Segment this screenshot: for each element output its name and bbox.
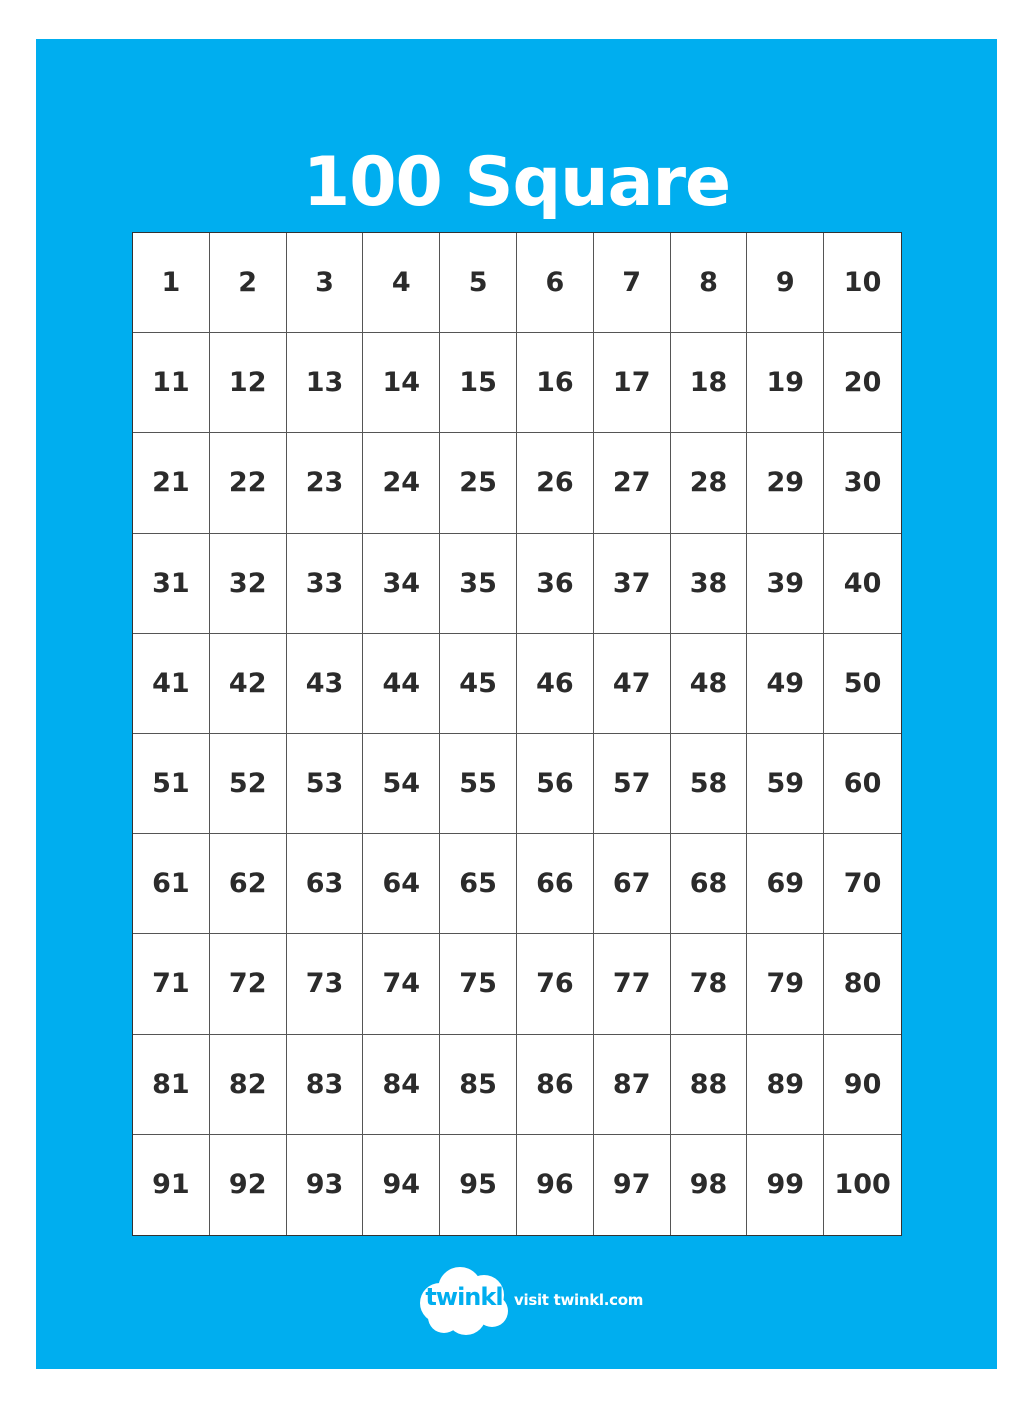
grid-cell: 46	[517, 634, 594, 734]
grid-cell: 100	[834, 1169, 891, 1201]
grid-cell: 84	[363, 1035, 440, 1135]
grid-cell: 59	[747, 734, 824, 834]
grid-cell: 14	[363, 333, 440, 433]
grid-cell: 51	[133, 734, 210, 834]
grid-cell: 82	[210, 1035, 287, 1135]
grid-cell: 2	[210, 233, 287, 333]
grid-cell: 49	[747, 634, 824, 734]
grid-cell: 62	[210, 834, 287, 934]
grid-cell: 39	[747, 534, 824, 634]
grid-cell: 91	[133, 1135, 210, 1235]
grid-cell: 34	[363, 534, 440, 634]
logo-text: twinkl	[425, 1283, 503, 1311]
grid-cell: 16	[517, 333, 594, 433]
grid-cell: 3	[287, 233, 364, 333]
grid-cell: 80	[824, 934, 901, 1034]
grid-cell: 43	[287, 634, 364, 734]
grid-cell: 68	[671, 834, 748, 934]
grid-cell: 95	[440, 1135, 517, 1235]
grid-cell: 53	[287, 734, 364, 834]
footer	[416, 1261, 643, 1341]
grid-cell: 69	[747, 834, 824, 934]
grid-cell: 7	[594, 233, 671, 333]
grid-cell: 19	[747, 333, 824, 433]
grid-cell: 35	[440, 534, 517, 634]
grid-cell: 86	[517, 1035, 594, 1135]
grid-cell: 72	[210, 934, 287, 1034]
grid-cell: 85	[440, 1035, 517, 1135]
grid-cell: 15	[440, 333, 517, 433]
grid-cell: 45	[440, 634, 517, 734]
grid-cell: 22	[210, 433, 287, 533]
twinkl-logo[interactable]	[416, 1261, 512, 1341]
page-title: 100 Square	[302, 143, 731, 222]
grid-cell: 89	[747, 1035, 824, 1135]
grid-cell: 6	[517, 233, 594, 333]
grid-cell: 54	[363, 734, 440, 834]
visit-link[interactable]: visit twinkl.com	[514, 1291, 644, 1309]
grid-cell: 96	[517, 1135, 594, 1235]
grid-cell: 74	[363, 934, 440, 1034]
grid-cell: 5	[440, 233, 517, 333]
grid-cell: 44	[363, 634, 440, 734]
hundred-square-grid	[132, 232, 902, 1236]
grid-cell: 4	[363, 233, 440, 333]
grid-cell: 70	[824, 834, 901, 934]
grid-cell: 40	[824, 534, 901, 634]
grid-cell: 55	[440, 734, 517, 834]
grid-cell: 61	[133, 834, 210, 934]
grid-cell: 21	[133, 433, 210, 533]
grid-cell: 11	[133, 333, 210, 433]
grid-cell: 90	[824, 1035, 901, 1135]
grid-cell: 94	[363, 1135, 440, 1235]
grid-cell: 66	[517, 834, 594, 934]
grid-cell: 29	[747, 433, 824, 533]
grid-cell: 24	[363, 433, 440, 533]
grid-cell: 10	[824, 233, 901, 333]
grid-cell: 52	[210, 734, 287, 834]
grid-cell: 27	[594, 433, 671, 533]
grid-cell: 41	[133, 634, 210, 734]
grid-cell: 87	[594, 1035, 671, 1135]
grid-cell: 97	[594, 1135, 671, 1235]
grid-cell: 28	[671, 433, 748, 533]
grid-cell: 9	[747, 233, 824, 333]
grid-cell: 48	[671, 634, 748, 734]
grid-cell: 92	[210, 1135, 287, 1235]
grid-cell: 30	[824, 433, 901, 533]
grid-cell: 37	[594, 534, 671, 634]
grid-cell: 31	[133, 534, 210, 634]
grid-cell: 63	[287, 834, 364, 934]
grid-cell: 73	[287, 934, 364, 1034]
grid-cell: 13	[287, 333, 364, 433]
grid-cell: 99	[747, 1135, 824, 1235]
poster-background	[36, 39, 997, 1369]
grid-cell: 58	[671, 734, 748, 834]
grid-cell: 83	[287, 1035, 364, 1135]
grid-cell: 57	[594, 734, 671, 834]
grid-cell: 38	[671, 534, 748, 634]
grid-cell: 42	[210, 634, 287, 734]
grid-cell: 36	[517, 534, 594, 634]
grid-cell: 26	[517, 433, 594, 533]
grid-cell: 64	[363, 834, 440, 934]
grid-cell: 23	[287, 433, 364, 533]
grid-cell: 12	[210, 333, 287, 433]
grid-cell: 33	[287, 534, 364, 634]
grid-cell: 65	[440, 834, 517, 934]
grid-cell: 18	[671, 333, 748, 433]
grid-cell: 98	[671, 1135, 748, 1235]
grid-cell: 67	[594, 834, 671, 934]
grid-cell: 20	[824, 333, 901, 433]
grid-cell: 76	[517, 934, 594, 1034]
grid-cell: 60	[824, 734, 901, 834]
grid-cell: 79	[747, 934, 824, 1034]
grid-cell: 25	[440, 433, 517, 533]
grid-cell: 56	[517, 734, 594, 834]
grid-cell: 78	[671, 934, 748, 1034]
grid-cell: 93	[287, 1135, 364, 1235]
grid-cell: 71	[133, 934, 210, 1034]
grid-cell: 1	[133, 233, 210, 333]
grid-cell: 17	[594, 333, 671, 433]
grid-cell: 75	[440, 934, 517, 1034]
grid-cell: 8	[671, 233, 748, 333]
grid-cell: 81	[133, 1035, 210, 1135]
grid-cell: 47	[594, 634, 671, 734]
grid-cell: 50	[824, 634, 901, 734]
grid-cell: 77	[594, 934, 671, 1034]
grid-cell: 88	[671, 1035, 748, 1135]
grid-cell: 32	[210, 534, 287, 634]
